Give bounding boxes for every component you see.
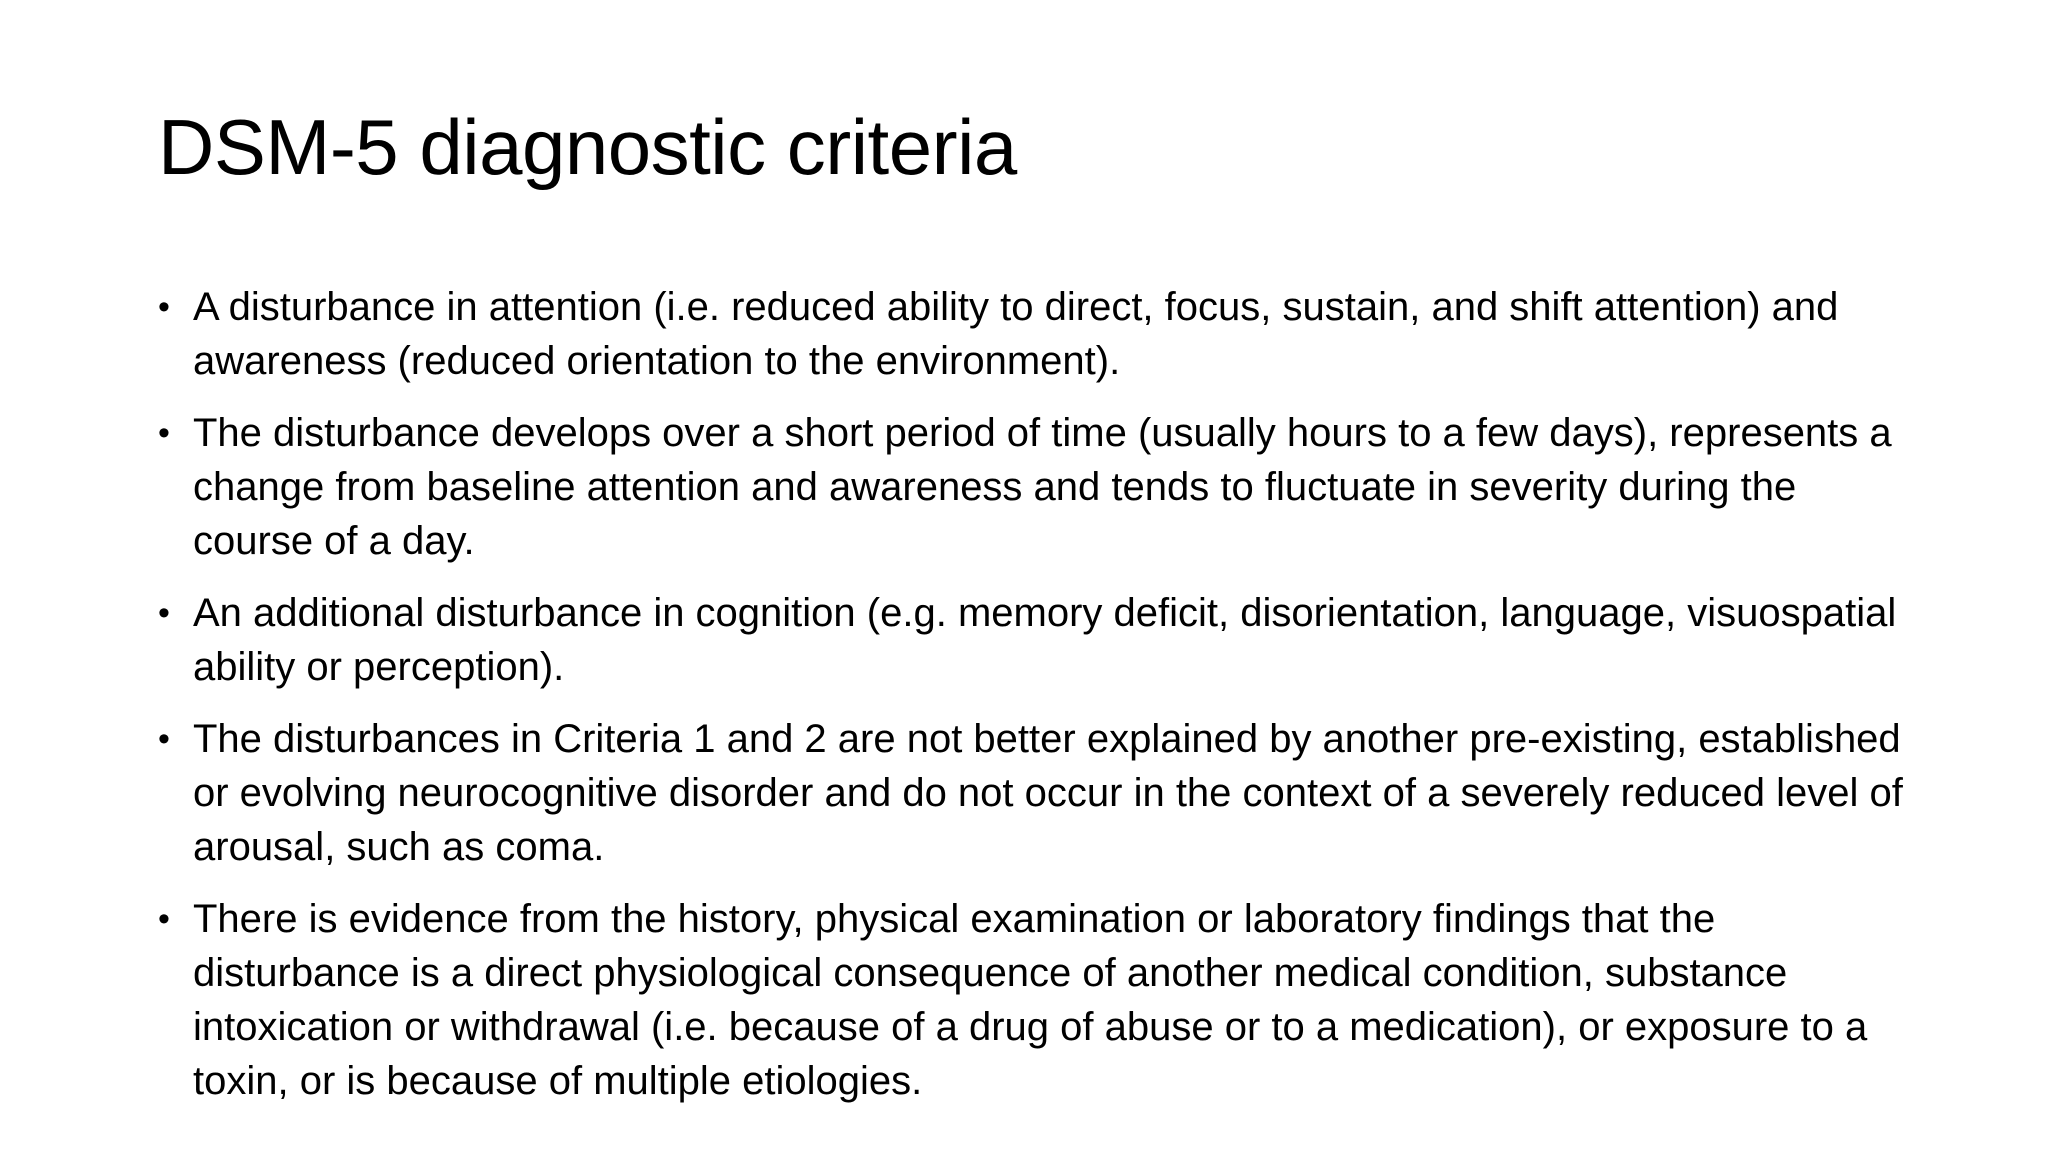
bullet-icon: • [158, 414, 170, 452]
list-item [158, 892, 1918, 1108]
criterion-text: There is evidence from the history, physical examination or laboratory findings that the disturbance is a direct physiological consequence of another medical condition, substance intoxication or withdrawal (i.e. because of a drug of abuse or to a medication), or exposure to a toxin, or is because of multiple etiologies. [193, 897, 1868, 1103]
slide-title: DSM-5 diagnostic criteria [158, 103, 1017, 191]
bullet-icon: • [158, 288, 170, 326]
list-item [158, 712, 1918, 874]
criteria-list [158, 280, 1918, 1126]
bullet-icon: • [158, 720, 170, 758]
list-item [158, 280, 1918, 388]
list-item [158, 586, 1918, 694]
list-item [158, 406, 1918, 568]
bullet-icon: • [158, 900, 170, 938]
criterion-text: The disturbance develops over a short period of time (usually hours to a few days), represents a change from baseline attention and awareness and tends to fluctuate in severity during the course of a day. [193, 411, 1892, 563]
criterion-text: An additional disturbance in cognition (e.g. memory deficit, disorientation, language, visuospatial ability or perception). [193, 591, 1897, 689]
criterion-text: A disturbance in attention (i.e. reduced ability to direct, focus, sustain, and shift attention) and awareness (reduced orientation to the environment). [193, 285, 1839, 383]
bullet-icon: • [158, 594, 170, 632]
criterion-text: The disturbances in Criteria 1 and 2 are not better explained by another pre-existing, established or evolving neurocognitive disorder and do not occur in the context of a severely reduced level of arousal, such as coma. [193, 717, 1903, 869]
